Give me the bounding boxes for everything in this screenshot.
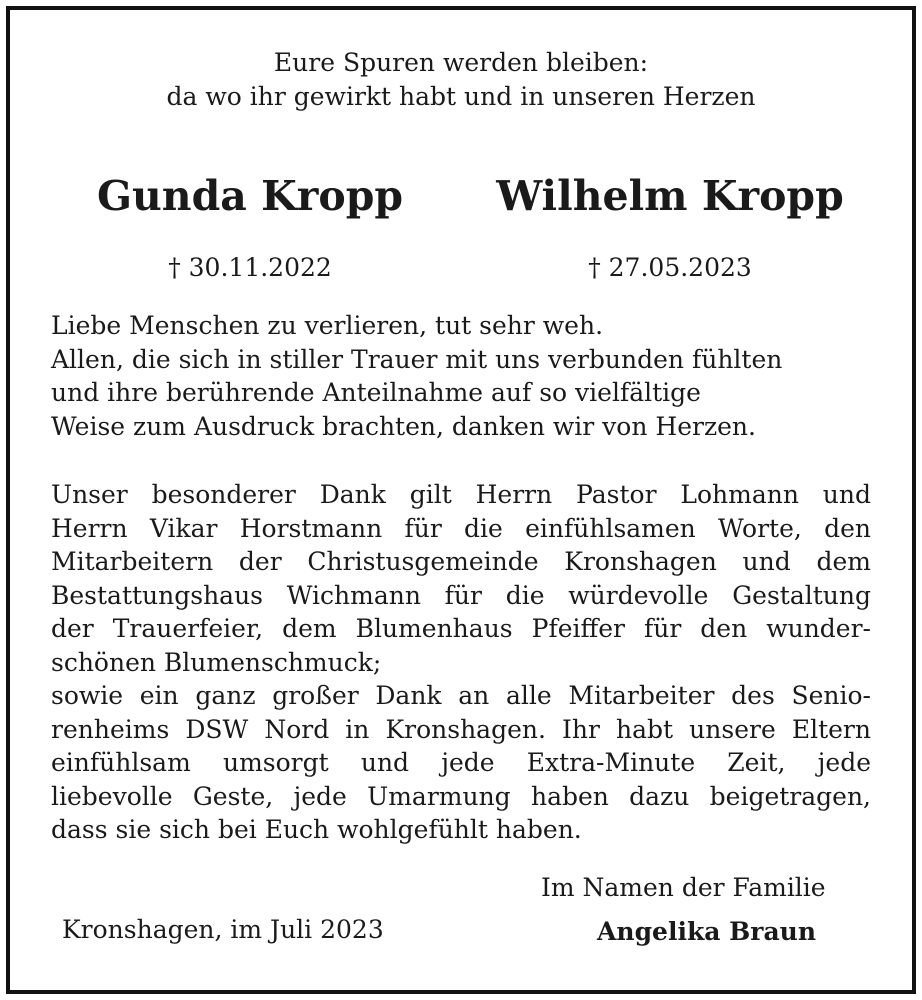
text-line: Mitarbeitern der Christusgemeinde Kronshagen und dem <box>51 547 871 576</box>
text-line: Weise zum Ausdruck brachten, danken wir von Herzen. <box>51 411 756 441</box>
special-thanks-paragraph <box>51 478 871 847</box>
motto-line-1: Eure Spuren werden bleiben: <box>273 48 649 77</box>
on-behalf-of-family: Im Namen der Familie <box>541 873 826 902</box>
text-line: dass sie sich bei Euch wohlgefühlt haben. <box>51 815 582 844</box>
text-line: renheims DSW Nord in Kronshagen. Ihr habt unsere Eltern <box>51 714 871 744</box>
text-line: Bestattungshaus Wichmann für die würdevolle Gestaltung <box>51 580 871 610</box>
place-and-date: Kronshagen, im Juli 2023 <box>62 915 384 944</box>
text-line: der Trauerfeier, dem Blumenhaus Pfeiffer für den wunder- <box>51 614 871 643</box>
text-line: Allen, die sich in stiller Trauer mit uns verbunden fühlten <box>51 344 783 374</box>
thanks-paragraph <box>51 309 871 443</box>
death-date-wilhelm: † 27.05.2023 <box>588 253 752 282</box>
text-line: Liebe Menschen zu verlieren, tut sehr weh. <box>51 311 604 340</box>
motto-line-2: da wo ihr gewirkt habt und in unseren Herzen <box>166 82 756 111</box>
deceased-name-gunda: Gunda Kropp <box>96 172 404 220</box>
text-line: Herrn Vikar Horstmann für die einfühlsamen Worte, den <box>51 513 871 543</box>
text-line: liebevolle Geste, jede Umarmung haben dazu beigetragen, <box>51 781 871 811</box>
text-line: und ihre berührende Anteilnahme auf so vielfältige <box>51 378 701 407</box>
death-date-gunda: † 30.11.2022 <box>168 253 332 282</box>
deceased-name-wilhelm: Wilhelm Kropp <box>496 172 844 220</box>
text-line: einfühlsam umsorgt und jede Extra-Minute Zeit, jede <box>51 748 871 777</box>
text-line: schönen Blumenschmuck; <box>51 647 382 677</box>
signer-name: Angelika Braun <box>597 917 817 946</box>
text-line: Unser besonderer Dank gilt Herrn Pastor Lohmann und <box>51 480 871 509</box>
text-line: sowie ein ganz großer Dank an alle Mitarbeiter des Senio- <box>51 681 871 710</box>
